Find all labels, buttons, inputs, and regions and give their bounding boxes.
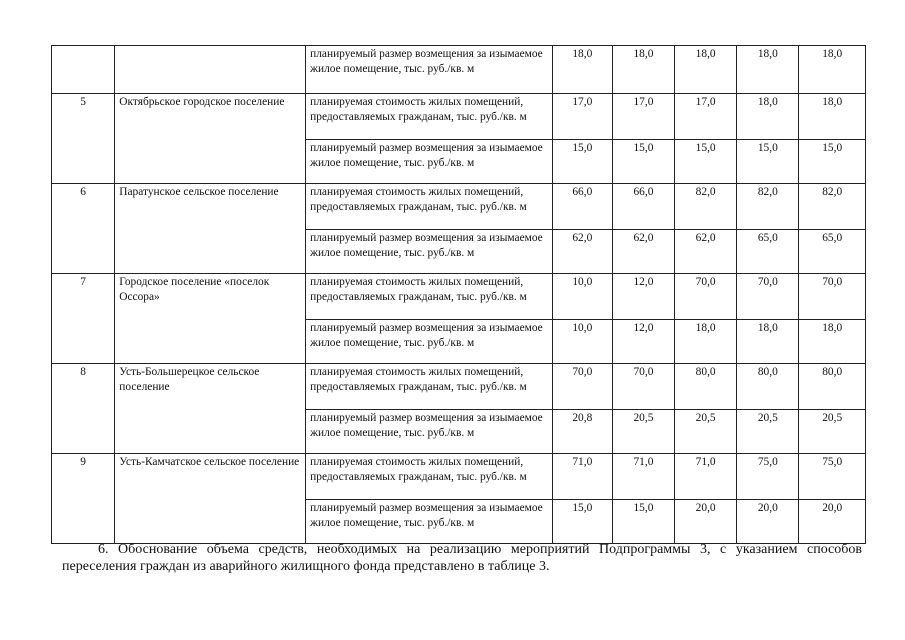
value-cell: 80,0	[799, 364, 866, 410]
table-row	[52, 184, 866, 230]
value-cell: 15,0	[552, 500, 612, 544]
value-cell: 70,0	[799, 274, 866, 320]
row-number: 7	[52, 274, 115, 364]
value-cell: 20,0	[737, 500, 799, 544]
indicator-cell: планируемая стоимость жилых помещений, предоставляемых гражданам, тыс. руб./кв. м	[306, 274, 553, 320]
settlement-name: Октябрьское городское поселение	[115, 94, 306, 184]
value-cell: 10,0	[552, 320, 612, 364]
indicator-cell: планируемый размер возмещения за изымаемое жилое помещение, тыс. руб./кв. м	[306, 140, 553, 184]
settlement-name	[115, 46, 306, 94]
value-cell: 18,0	[737, 46, 799, 94]
indicator-cell: планируемая стоимость жилых помещений, предоставляемых гражданам, тыс. руб./кв. м	[306, 184, 553, 230]
indicator-cell: планируемая стоимость жилых помещений, предоставляемых гражданам, тыс. руб./кв. м	[306, 454, 553, 500]
data-table	[51, 45, 866, 544]
table-body	[52, 46, 866, 544]
table-row	[52, 46, 866, 94]
value-cell: 15,0	[737, 140, 799, 184]
settlement-name: Городское поселение «поселок Оссора»	[115, 274, 306, 364]
value-cell: 65,0	[737, 230, 799, 274]
value-cell: 18,0	[737, 94, 799, 140]
table-row	[52, 274, 866, 320]
settlement-name: Усть-Большерецкое сельское поселение	[115, 364, 306, 454]
value-cell: 75,0	[737, 454, 799, 500]
settlement-name: Паратунское сельское поселение	[115, 184, 306, 274]
table-row	[52, 94, 866, 140]
indicator-cell: планируемый размер возмещения за изымаемое жилое помещение, тыс. руб./кв. м	[306, 320, 553, 364]
value-cell: 20,5	[799, 410, 866, 454]
row-number	[52, 46, 115, 94]
value-cell: 82,0	[737, 184, 799, 230]
value-cell: 66,0	[612, 184, 674, 230]
settlement-name: Усть-Камчатское сельское поселение	[115, 454, 306, 544]
value-cell: 20,8	[552, 410, 612, 454]
value-cell: 71,0	[552, 454, 612, 500]
indicator-cell: планируемая стоимость жилых помещений, предоставляемых гражданам, тыс. руб./кв. м	[306, 364, 553, 410]
indicator-cell: планируемый размер возмещения за изымаемое жилое помещение, тыс. руб./кв. м	[306, 410, 553, 454]
paragraph-text: 6. Обоснование объема средств, необходимых на реализацию мероприятий Подпрограммы 3, с указанием способов переселения граждан из аварийного жилищного фонда представлено в таблице 3.	[62, 542, 862, 574]
value-cell: 18,0	[612, 46, 674, 94]
value-cell: 20,5	[612, 410, 674, 454]
value-cell: 18,0	[799, 94, 866, 140]
value-cell: 20,0	[675, 500, 737, 544]
value-cell: 10,0	[552, 274, 612, 320]
value-cell: 62,0	[612, 230, 674, 274]
row-number: 6	[52, 184, 115, 274]
value-cell: 82,0	[675, 184, 737, 230]
indicator-cell: планируемый размер возмещения за изымаемое жилое помещение, тыс. руб./кв. м	[306, 46, 553, 94]
value-cell: 18,0	[799, 320, 866, 364]
value-cell: 70,0	[737, 274, 799, 320]
value-cell: 70,0	[612, 364, 674, 410]
value-cell: 17,0	[552, 94, 612, 140]
value-cell: 15,0	[799, 140, 866, 184]
value-cell: 18,0	[737, 320, 799, 364]
indicator-cell: планируемый размер возмещения за изымаемое жилое помещение, тыс. руб./кв. м	[306, 230, 553, 274]
value-cell: 15,0	[612, 500, 674, 544]
value-cell: 20,0	[799, 500, 866, 544]
value-cell: 18,0	[675, 46, 737, 94]
row-number: 8	[52, 364, 115, 454]
value-cell: 12,0	[612, 320, 674, 364]
value-cell: 70,0	[552, 364, 612, 410]
value-cell: 80,0	[675, 364, 737, 410]
value-cell: 70,0	[675, 274, 737, 320]
value-cell: 71,0	[612, 454, 674, 500]
value-cell: 66,0	[552, 184, 612, 230]
value-cell: 15,0	[675, 140, 737, 184]
table-row	[52, 364, 866, 410]
value-cell: 20,5	[675, 410, 737, 454]
value-cell: 18,0	[552, 46, 612, 94]
value-cell: 75,0	[799, 454, 866, 500]
value-cell: 17,0	[675, 94, 737, 140]
value-cell: 65,0	[799, 230, 866, 274]
value-cell: 15,0	[612, 140, 674, 184]
value-cell: 20,5	[737, 410, 799, 454]
table-row	[52, 454, 866, 500]
row-number: 9	[52, 454, 115, 544]
value-cell: 82,0	[799, 184, 866, 230]
value-cell: 18,0	[799, 46, 866, 94]
value-cell: 71,0	[675, 454, 737, 500]
value-cell: 62,0	[675, 230, 737, 274]
value-cell: 15,0	[552, 140, 612, 184]
indicator-cell: планируемый размер возмещения за изымаемое жилое помещение, тыс. руб./кв. м	[306, 500, 553, 544]
value-cell: 18,0	[675, 320, 737, 364]
row-number: 5	[52, 94, 115, 184]
indicator-cell: планируемая стоимость жилых помещений, предоставляемых гражданам, тыс. руб./кв. м	[306, 94, 553, 140]
value-cell: 62,0	[552, 230, 612, 274]
value-cell: 17,0	[612, 94, 674, 140]
value-cell: 80,0	[737, 364, 799, 410]
value-cell: 12,0	[612, 274, 674, 320]
